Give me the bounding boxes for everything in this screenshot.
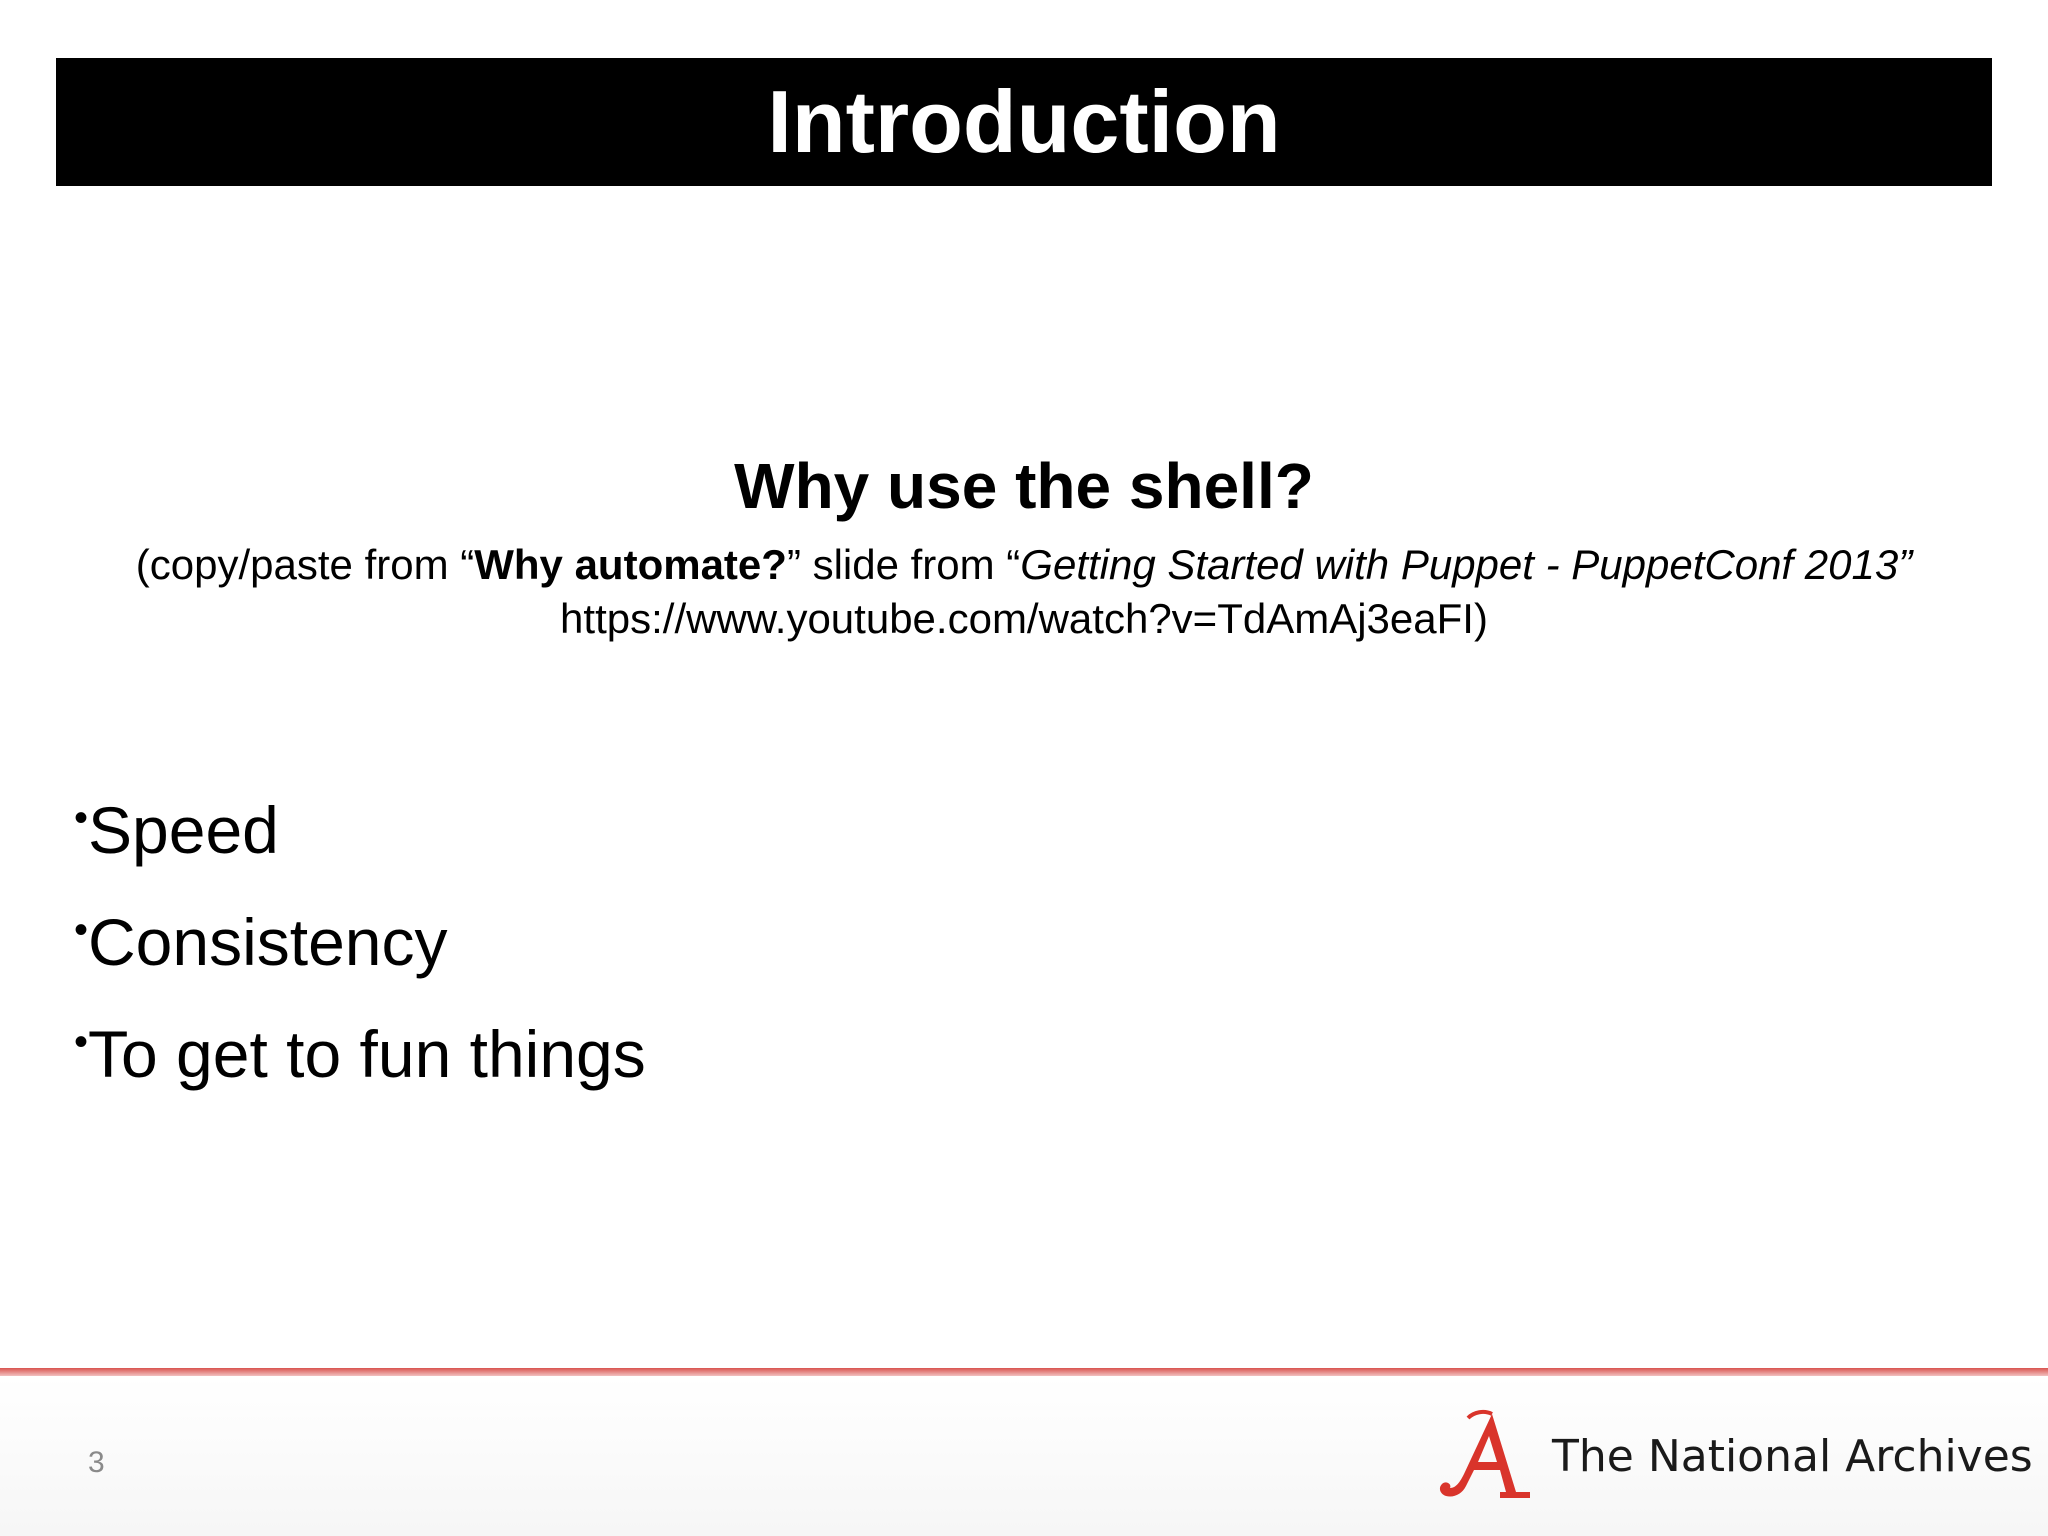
caption-italic: Getting Started with Puppet - PuppetConf 2013”	[1020, 541, 1913, 588]
bullet-dot: •	[74, 1020, 89, 1064]
bullet-text: To get to fun things	[88, 1017, 646, 1091]
slide-subtitle: Why use the shell?	[734, 450, 1314, 522]
caption-bold: Why automate?	[474, 541, 787, 588]
bullet-item	[74, 880, 646, 992]
bullet-item	[74, 768, 646, 880]
bullet-dot: •	[74, 908, 89, 952]
title-bar	[56, 58, 1992, 186]
national-archives-logo	[1434, 1408, 2033, 1504]
bullet-text: Speed	[88, 793, 279, 867]
bullet-item	[74, 992, 646, 1104]
bullet-dot: •	[74, 796, 89, 840]
archives-a-icon	[1434, 1408, 1544, 1504]
bullet-list	[74, 768, 646, 1104]
caption-middle: ” slide from “	[786, 541, 1021, 588]
source-caption	[100, 538, 1948, 646]
slide-title: Introduction	[767, 72, 1281, 171]
footer-divider	[0, 1368, 2048, 1376]
bullet-text: Consistency	[88, 905, 448, 979]
page-number: 3	[88, 1446, 105, 1479]
caption-url: https://www.youtube.com/watch?v=TdAmAj3eaFI)	[560, 595, 1488, 642]
caption-prefix: (copy/paste from “	[135, 541, 475, 588]
logo-text: The National Archives	[1552, 1430, 2033, 1482]
